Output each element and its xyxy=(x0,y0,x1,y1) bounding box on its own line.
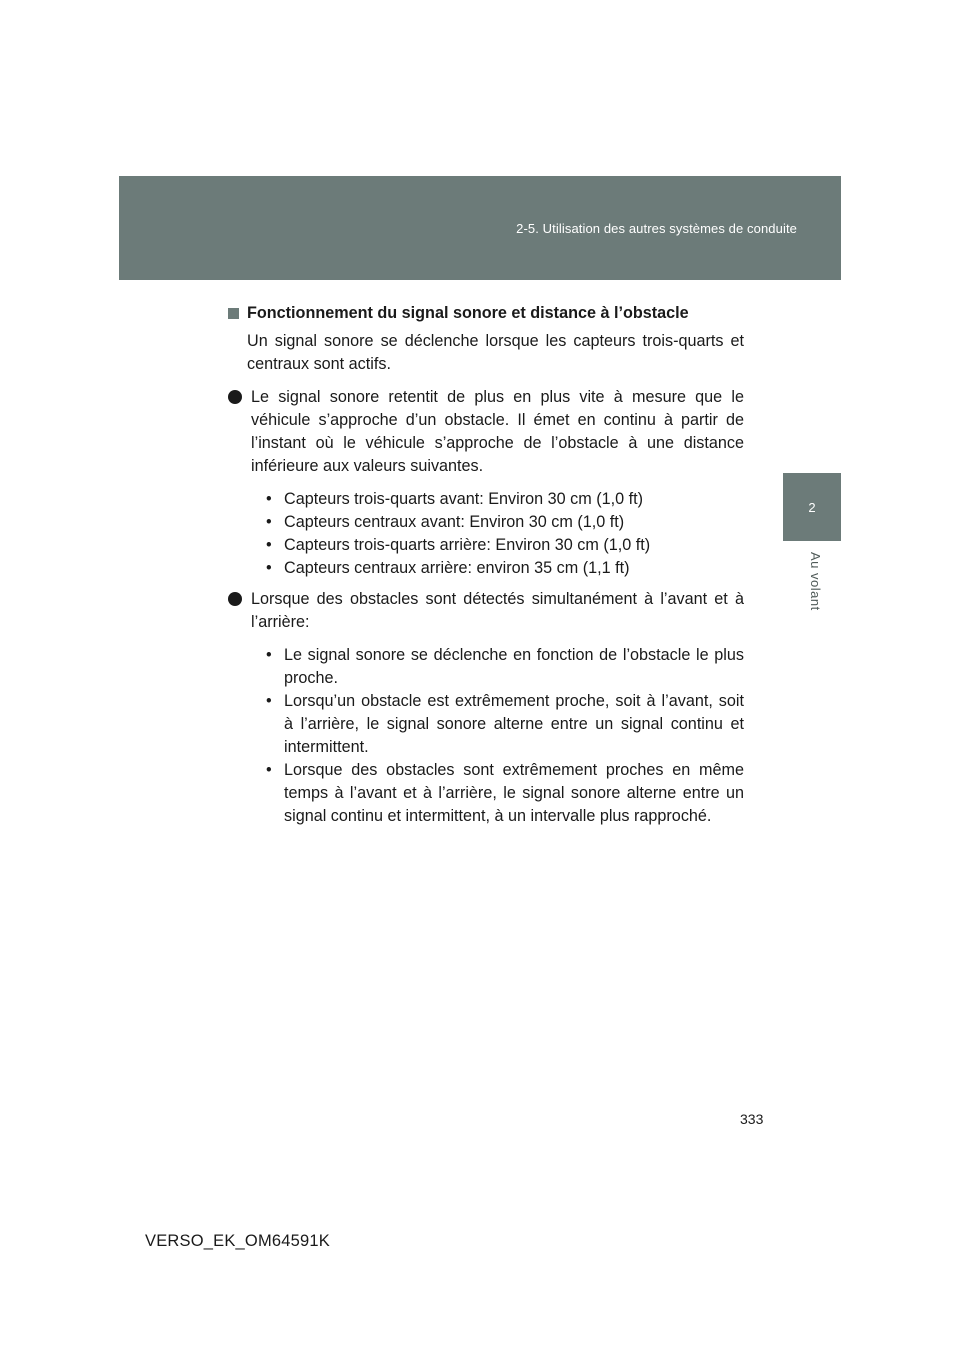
sub-bullet-marker: • xyxy=(266,646,272,664)
sub-bullet-marker: • xyxy=(266,490,272,508)
sub-list-item xyxy=(266,759,744,828)
sub-list xyxy=(266,488,744,580)
sub-list-item xyxy=(266,644,744,690)
round-bullet-icon xyxy=(228,390,242,404)
sub-item-text: Capteurs centraux avant: Environ 30 cm (1,0 ft) xyxy=(284,513,625,531)
sub-bullet-marker: • xyxy=(266,536,272,554)
sub-list-item xyxy=(266,557,744,580)
sub-bullet-marker: • xyxy=(266,692,272,710)
sub-bullet-marker: • xyxy=(266,559,272,577)
sub-list-item xyxy=(266,488,744,511)
chapter-tab xyxy=(783,473,841,541)
section-heading xyxy=(228,302,744,325)
sub-item-text: Capteurs trois-quarts avant: Environ 30 cm (1,0 ft) xyxy=(284,490,643,508)
header-band xyxy=(119,176,841,280)
sub-item-text: Capteurs trois-quarts arrière: Environ 30 cm (1,0 ft) xyxy=(284,536,651,554)
section-heading-text: Fonctionnement du signal sonore et distance à l’obstacle xyxy=(247,304,689,322)
sub-bullet-marker: • xyxy=(266,513,272,531)
section-title: 2-5. Utilisation des autres systèmes de conduite xyxy=(516,221,797,236)
bullet-item xyxy=(228,386,744,478)
sub-list-item xyxy=(266,534,744,557)
sub-list-item xyxy=(266,511,744,534)
bullet-item xyxy=(228,588,744,634)
sub-item-text: Lorsqu’un obstacle est extrêmement proche, soit à l’avant, soit à l’arrière, le signal sonore alterne entre un signal continu et intermittent. xyxy=(284,692,744,756)
sub-item-text: Lorsque des obstacles sont extrêmement proches en même temps à l’avant et à l’arrière, le signal sonore alterne entre un signal continu et intermittent, à un intervalle plus rapproché. xyxy=(284,761,744,825)
bullet-text: Lorsque des obstacles sont détectés simultanément à l’avant et à l’arrière: xyxy=(251,590,744,631)
bullet-text: Le signal sonore retentit de plus en plus vite à mesure que le véhicule s’approche d’un obstacle. Il émet en continu à partir de l’instant où le véhicule s’approche de l’obstacle à une distance inférieure aux valeurs suivantes. xyxy=(251,388,744,475)
document-code: VERSO_EK_OM64591K xyxy=(145,1232,330,1250)
chapter-number: 2 xyxy=(808,500,816,515)
sub-item-text: Capteurs centraux arrière: environ 35 cm (1,1 ft) xyxy=(284,559,630,577)
sub-list xyxy=(266,644,744,828)
sub-item-text: Le signal sonore se déclenche en fonction de l’obstacle le plus proche. xyxy=(284,646,744,687)
sub-list-item xyxy=(266,690,744,759)
square-bullet-icon xyxy=(228,308,239,319)
round-bullet-icon xyxy=(228,592,242,606)
sub-bullet-marker: • xyxy=(266,761,272,779)
intro-paragraph: Un signal sonore se déclenche lorsque les capteurs trois-quarts et centraux sont actifs. xyxy=(247,332,744,373)
page-number: 333 xyxy=(740,1111,764,1127)
chapter-label: Au volant xyxy=(808,552,823,611)
main-content xyxy=(228,302,744,836)
